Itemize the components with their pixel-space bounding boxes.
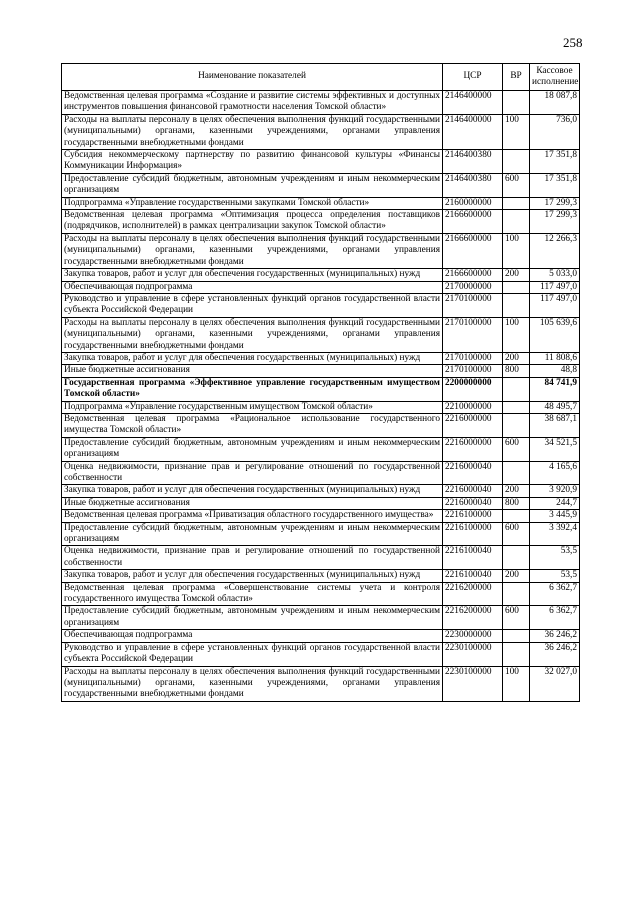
table-row xyxy=(62,606,580,630)
vr-cell: 100 xyxy=(503,666,530,701)
csr-cell: 2216000000 xyxy=(443,437,503,461)
csr-cell: 2146400000 xyxy=(443,114,503,149)
csr-cell: 2216100040 xyxy=(443,570,503,582)
csr-cell: 2170100000 xyxy=(443,365,503,377)
sum-cell: 4 165,6 xyxy=(530,461,580,485)
vr-cell xyxy=(503,210,530,234)
csr-cell: 2170100000 xyxy=(443,317,503,352)
table-row xyxy=(62,91,580,115)
csr-cell: 2230100000 xyxy=(443,642,503,666)
sum-cell: 53,5 xyxy=(530,546,580,570)
vr-cell xyxy=(503,630,530,642)
sum-cell: 18 087,8 xyxy=(530,91,580,115)
table-row xyxy=(62,173,580,197)
csr-cell: 2170100000 xyxy=(443,352,503,364)
table-row xyxy=(62,437,580,461)
sum-cell: 48,8 xyxy=(530,365,580,377)
header-name: Наименование показателей xyxy=(62,64,443,91)
sum-cell: 17 299,3 xyxy=(530,197,580,209)
table-row xyxy=(62,150,580,174)
vr-cell: 600 xyxy=(503,606,530,630)
name-cell: Ведомственная целевая программа «Создание и развитие системы эффективных и доступных инструментов повышения финансовой грамотности населения Томской области» xyxy=(62,91,443,115)
csr-cell: 2146400380 xyxy=(443,173,503,197)
table-row xyxy=(62,317,580,352)
table-row xyxy=(62,269,580,281)
sum-cell: 105 639,6 xyxy=(530,317,580,352)
name-cell: Государственная программа «Эффективное управление государственным имуществом Томской области» xyxy=(62,377,443,401)
name-cell: Расходы на выплаты персоналу в целях обеспечения выполнения функций государственными (муниципальными) органами, казенными учреждениями, органами управления государственными внебюджетными фондами xyxy=(62,317,443,352)
vr-cell: 200 xyxy=(503,570,530,582)
table-row xyxy=(62,210,580,234)
vr-cell xyxy=(503,91,530,115)
table-row xyxy=(62,461,580,485)
csr-cell: 2216000040 xyxy=(443,497,503,509)
sum-cell: 11 808,6 xyxy=(530,352,580,364)
table-row xyxy=(62,546,580,570)
sum-cell: 5 033,0 xyxy=(530,269,580,281)
name-cell: Ведомственная целевая программа «Рациональное использование государственного имущества Томской области» xyxy=(62,413,443,437)
vr-cell: 200 xyxy=(503,485,530,497)
csr-cell: 2200000000 xyxy=(443,377,503,401)
vr-cell: 200 xyxy=(503,269,530,281)
table-row xyxy=(62,293,580,317)
name-cell: Расходы на выплаты персоналу в целях обеспечения выполнения функций государственными (муниципальными) органами, казенными учреждениями, органами управления государственными внебюджетными фондами xyxy=(62,666,443,701)
vr-cell xyxy=(503,582,530,606)
name-cell: Предоставление субсидий бюджетным, автономным учреждениям и иным некоммерческим организациям xyxy=(62,522,443,546)
vr-cell: 600 xyxy=(503,173,530,197)
name-cell: Обеспечивающая подпрограмма xyxy=(62,281,443,293)
csr-cell: 2216200000 xyxy=(443,606,503,630)
csr-cell: 2216000040 xyxy=(443,461,503,485)
vr-cell: 800 xyxy=(503,497,530,509)
vr-cell xyxy=(503,546,530,570)
table-row xyxy=(62,233,580,268)
vr-cell xyxy=(503,401,530,413)
sum-cell: 84 741,9 xyxy=(530,377,580,401)
csr-cell: 2230000000 xyxy=(443,630,503,642)
name-cell: Расходы на выплаты персоналу в целях обеспечения выполнения функций государственными (муниципальными) органами, казенными учреждениями, органами управления государственными внебюджетными фондами xyxy=(62,114,443,149)
table-row xyxy=(62,497,580,509)
sum-cell: 38 687,1 xyxy=(530,413,580,437)
vr-cell: 200 xyxy=(503,352,530,364)
vr-cell xyxy=(503,293,530,317)
vr-cell xyxy=(503,150,530,174)
name-cell: Ведомственная целевая программа «Оптимизация процесса определения поставщиков (подрядчиков, исполнителей) в рамках централизации закупок Томской области» xyxy=(62,210,443,234)
table-row xyxy=(62,377,580,401)
vr-cell: 600 xyxy=(503,437,530,461)
table-row xyxy=(62,522,580,546)
csr-cell: 2216100000 xyxy=(443,522,503,546)
csr-cell: 2216000040 xyxy=(443,485,503,497)
table-row xyxy=(62,197,580,209)
name-cell: Расходы на выплаты персоналу в целях обеспечения выполнения функций государственными (муниципальными) органами, казенными учреждениями, органами управления государственными внебюджетными фондами xyxy=(62,233,443,268)
csr-cell: 2210000000 xyxy=(443,401,503,413)
csr-cell: 2216100040 xyxy=(443,546,503,570)
table-row xyxy=(62,630,580,642)
csr-cell: 2216100000 xyxy=(443,510,503,522)
sum-cell: 6 362,7 xyxy=(530,606,580,630)
sum-cell: 53,5 xyxy=(530,570,580,582)
sum-cell: 17 351,8 xyxy=(530,173,580,197)
page-number: 258 xyxy=(563,35,583,50)
name-cell: Закупка товаров, работ и услуг для обеспечения государственных (муниципальных) нужд xyxy=(62,352,443,364)
name-cell: Оценка недвижимости, признание прав и регулирование отношений по государственной собственности xyxy=(62,461,443,485)
name-cell: Обеспечивающая подпрограмма xyxy=(62,630,443,642)
sum-cell: 32 027,0 xyxy=(530,666,580,701)
csr-cell: 2166600000 xyxy=(443,210,503,234)
table-header-row xyxy=(62,64,580,91)
vr-cell: 100 xyxy=(503,114,530,149)
sum-cell: 12 266,3 xyxy=(530,233,580,268)
vr-cell xyxy=(503,642,530,666)
sum-cell: 36 246,2 xyxy=(530,642,580,666)
vr-cell xyxy=(503,197,530,209)
sum-cell: 17 351,8 xyxy=(530,150,580,174)
name-cell: Предоставление субсидий бюджетным, автономным учреждениям и иным некоммерческим организациям xyxy=(62,437,443,461)
name-cell: Закупка товаров, работ и услуг для обеспечения государственных (муниципальных) нужд xyxy=(62,269,443,281)
sum-cell: 36 246,2 xyxy=(530,630,580,642)
name-cell: Ведомственная целевая программа «Совершенствование системы учета и контроля государственного имущества Томской области» xyxy=(62,582,443,606)
sum-cell: 3 445,9 xyxy=(530,510,580,522)
csr-cell: 2216200000 xyxy=(443,582,503,606)
vr-cell: 100 xyxy=(503,317,530,352)
csr-cell: 2170100000 xyxy=(443,293,503,317)
table-row xyxy=(62,413,580,437)
csr-cell: 2160000000 xyxy=(443,197,503,209)
table-row xyxy=(62,570,580,582)
header-csr: ЦСР xyxy=(443,64,503,91)
name-cell: Закупка товаров, работ и услуг для обеспечения государственных (муниципальных) нужд xyxy=(62,485,443,497)
table-row xyxy=(62,666,580,701)
name-cell: Закупка товаров, работ и услуг для обеспечения государственных (муниципальных) нужд xyxy=(62,570,443,582)
csr-cell: 2146400380 xyxy=(443,150,503,174)
name-cell: Оценка недвижимости, признание прав и регулирование отношений по государственной собственности xyxy=(62,546,443,570)
csr-cell: 2170000000 xyxy=(443,281,503,293)
sum-cell: 244,7 xyxy=(530,497,580,509)
csr-cell: 2230100000 xyxy=(443,666,503,701)
name-cell: Предоставление субсидий бюджетным, автономным учреждениям и иным некоммерческим организациям xyxy=(62,606,443,630)
vr-cell xyxy=(503,413,530,437)
name-cell: Иные бюджетные ассигнования xyxy=(62,497,443,509)
name-cell: Ведомственная целевая программа «Приватизация областного государственного имущества» xyxy=(62,510,443,522)
csr-cell: 2146400000 xyxy=(443,91,503,115)
vr-cell: 600 xyxy=(503,522,530,546)
sum-cell: 48 495,7 xyxy=(530,401,580,413)
table-row xyxy=(62,114,580,149)
table-row xyxy=(62,281,580,293)
table-row xyxy=(62,485,580,497)
vr-cell xyxy=(503,281,530,293)
vr-cell xyxy=(503,377,530,401)
csr-cell: 2166600000 xyxy=(443,233,503,268)
sum-cell: 34 521,5 xyxy=(530,437,580,461)
name-cell: Подпрограмма «Управление государственным имуществом Томской области» xyxy=(62,401,443,413)
name-cell: Субсидия некоммерческому партнерству по развитию финансовой культуры «Финансы Коммуникации Информация» xyxy=(62,150,443,174)
table-row xyxy=(62,582,580,606)
name-cell: Руководство и управление в сфере установленных функций органов государственной власти субъекта Российской Федерации xyxy=(62,642,443,666)
sum-cell: 17 299,3 xyxy=(530,210,580,234)
csr-cell: 2216000000 xyxy=(443,413,503,437)
sum-cell: 117 497,0 xyxy=(530,293,580,317)
table-row xyxy=(62,365,580,377)
name-cell: Подпрограмма «Управление государственными закупками Томской области» xyxy=(62,197,443,209)
sum-cell: 6 362,7 xyxy=(530,582,580,606)
csr-cell: 2166600000 xyxy=(443,269,503,281)
table-row xyxy=(62,510,580,522)
sum-cell: 3 920,9 xyxy=(530,485,580,497)
table-row xyxy=(62,352,580,364)
vr-cell xyxy=(503,510,530,522)
budget-table xyxy=(61,63,580,702)
sum-cell: 3 392,4 xyxy=(530,522,580,546)
name-cell: Предоставление субсидий бюджетным, автономным учреждениям и иным некоммерческим организациям xyxy=(62,173,443,197)
vr-cell: 800 xyxy=(503,365,530,377)
table-row xyxy=(62,642,580,666)
name-cell: Иные бюджетные ассигнования xyxy=(62,365,443,377)
vr-cell xyxy=(503,461,530,485)
name-cell: Руководство и управление в сфере установленных функций органов государственной власти субъекта Российской Федерации xyxy=(62,293,443,317)
sum-cell: 117 497,0 xyxy=(530,281,580,293)
table-row xyxy=(62,401,580,413)
vr-cell: 100 xyxy=(503,233,530,268)
sum-cell: 736,0 xyxy=(530,114,580,149)
header-vr: ВР xyxy=(503,64,530,91)
header-sum: Кассовое исполнение xyxy=(530,64,580,91)
